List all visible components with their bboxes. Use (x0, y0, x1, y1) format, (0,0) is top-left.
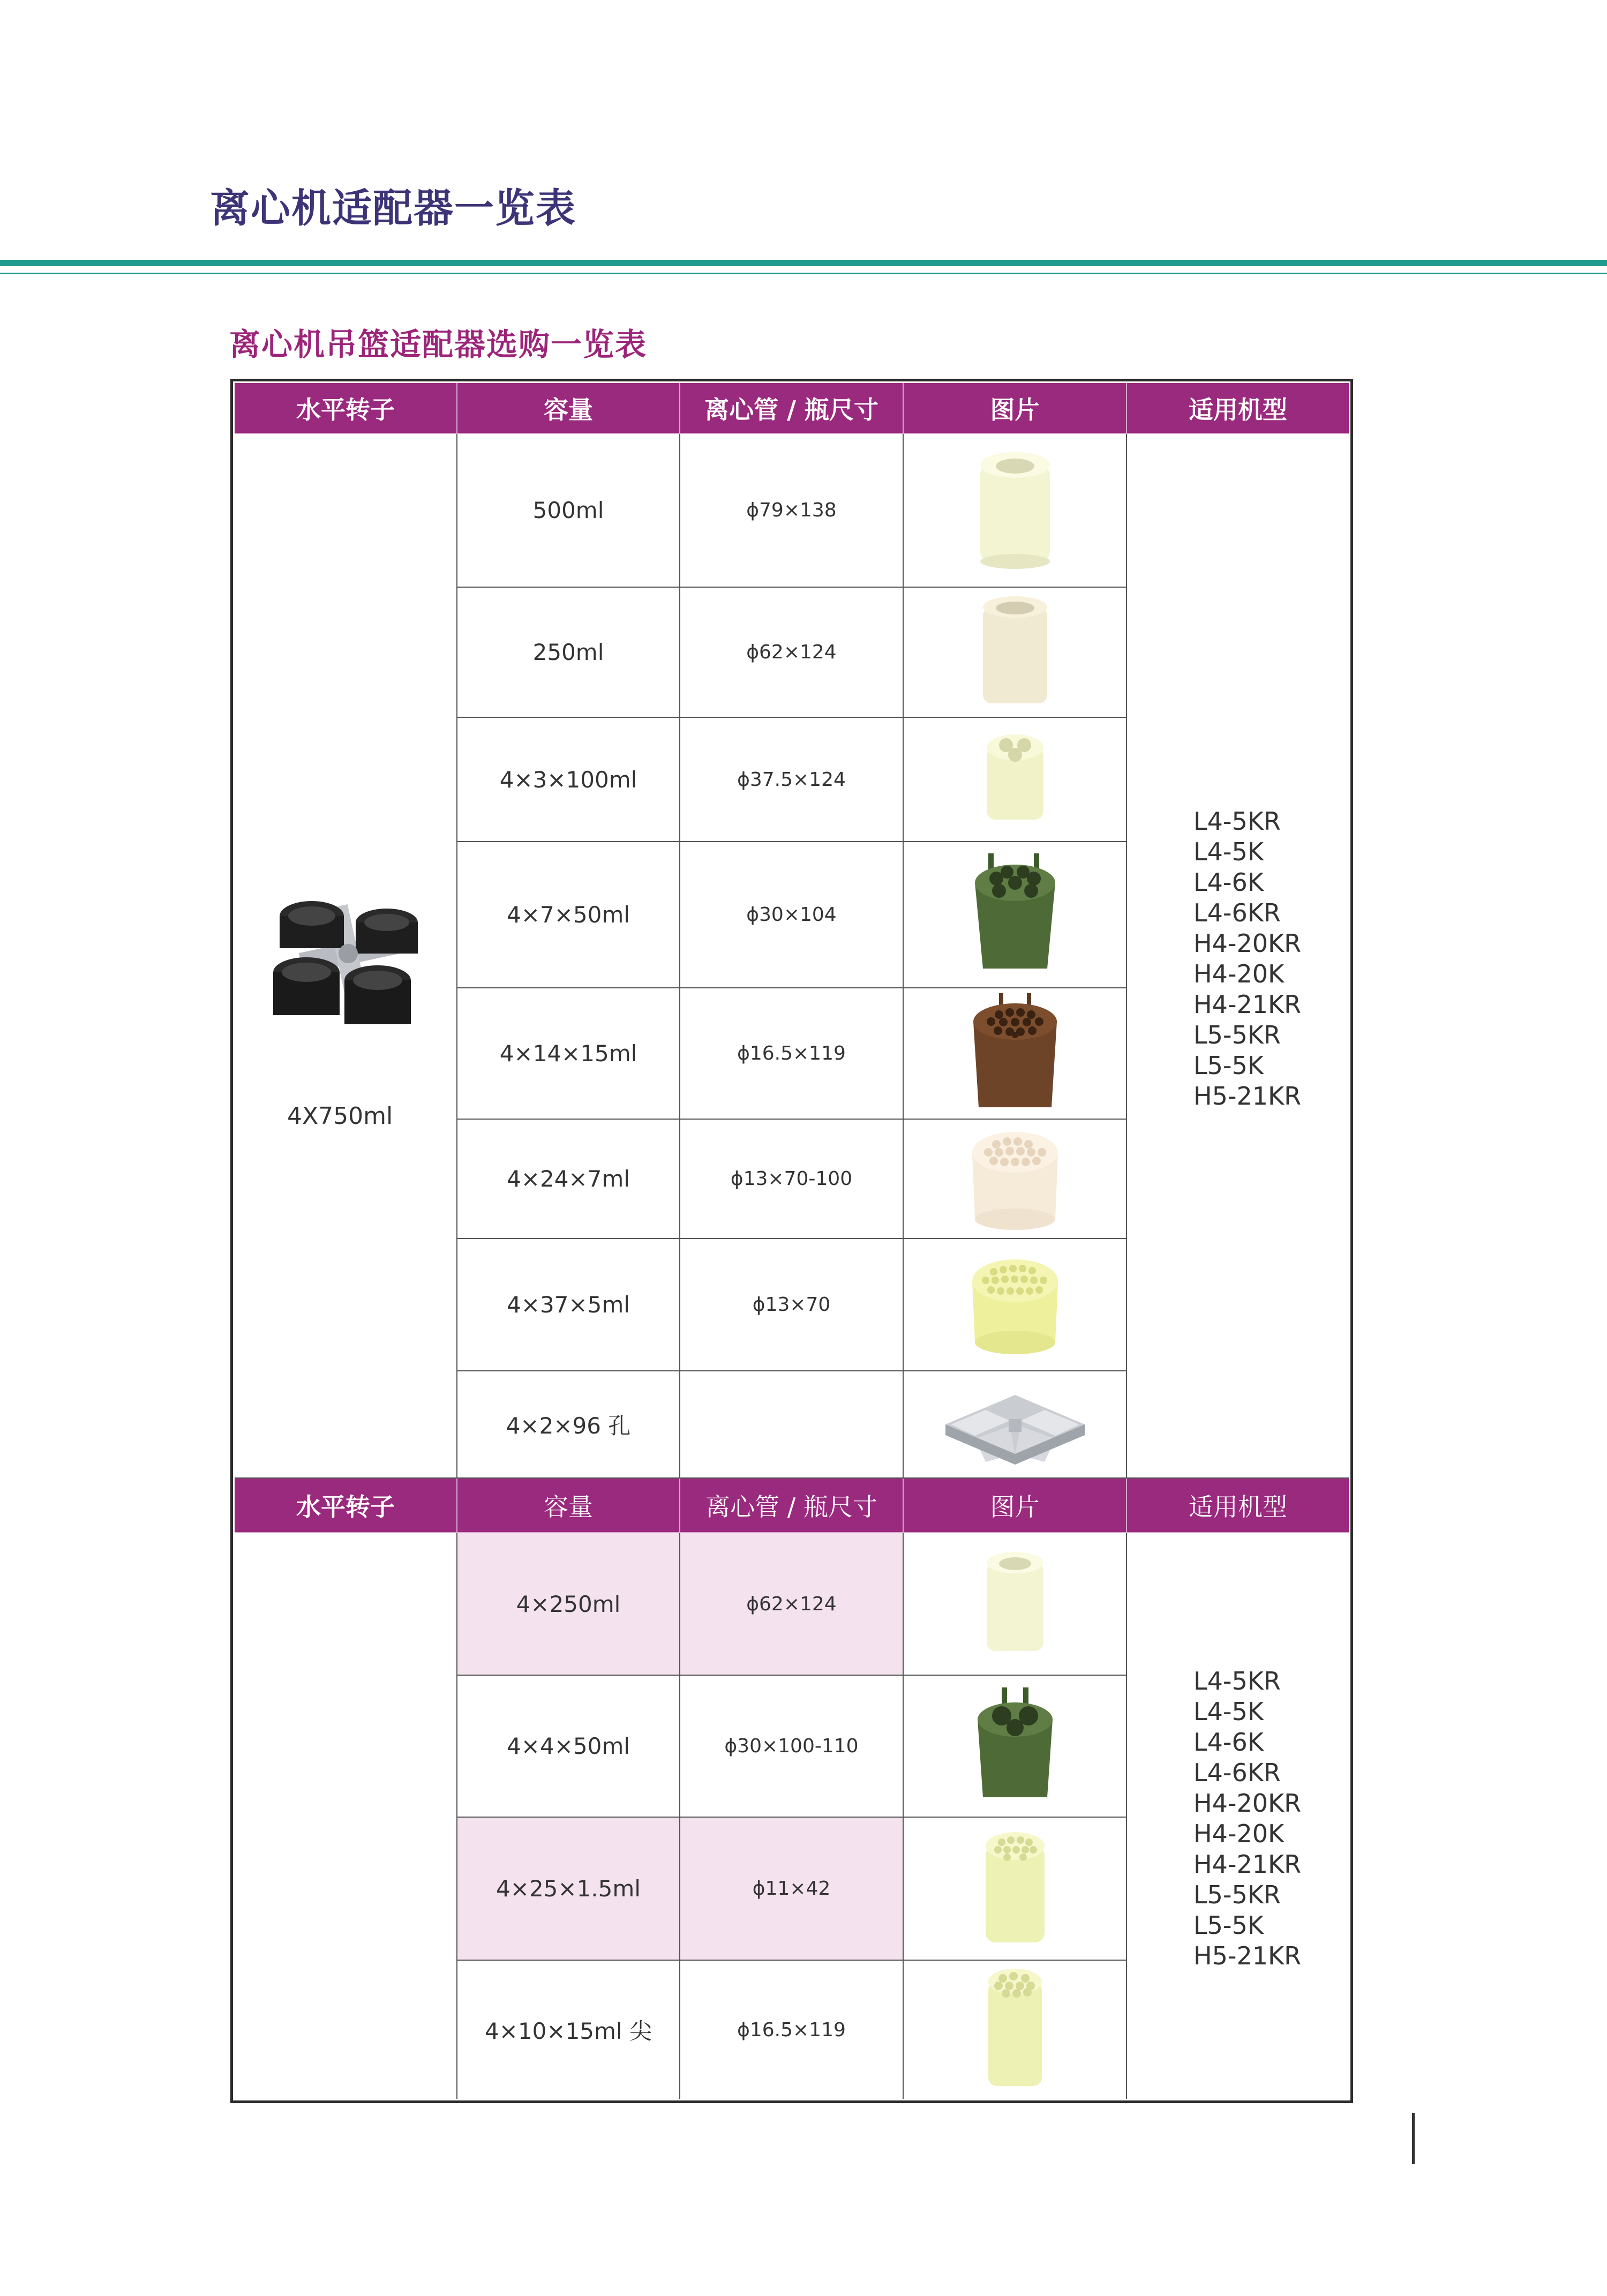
model-item: L5-5K (1193, 1911, 1264, 1940)
model-item: L4-6K (1193, 1728, 1264, 1757)
yellow-ten-hole-adapter-icon (980, 1965, 1050, 2094)
table2-row4-capacity: 4×10×15ml 尖 (457, 1961, 680, 2099)
table1-row6-size: ϕ13×70-100 (680, 1120, 904, 1239)
model-item: L4-6KR (1193, 1758, 1281, 1787)
table1-row1-image-cell (904, 434, 1127, 588)
table1-row2-size: ϕ62×124 (680, 588, 904, 718)
table1-header-models: 适用机型 (1127, 383, 1349, 434)
table1-row7-size: ϕ13×70 (680, 1239, 904, 1371)
brown-fourteen-hole-adapter-icon (967, 992, 1063, 1115)
table2-row3-image-cell (904, 1818, 1127, 1961)
model-item: L5-5K (1193, 1051, 1264, 1080)
model-item: H4-20KR (1193, 929, 1302, 958)
table2-row2-size: ϕ30×100-110 (680, 1676, 904, 1818)
white-cylinder-adapter-icon (980, 1548, 1050, 1660)
header-rule-thin (0, 273, 1607, 274)
model-item: L4-6KR (1193, 898, 1281, 927)
model-item: L4-6K (1193, 868, 1264, 897)
model-item: H4-20K (1193, 959, 1285, 988)
cream-cylinder-adapter-icon (975, 594, 1055, 711)
swing-bucket-rotor-image (268, 879, 429, 1039)
table2-row4-size: ϕ16.5×119 (680, 1961, 904, 2099)
table1-header-image: 图片 (904, 383, 1127, 434)
table2-header-rotor: 水平转子 (235, 1479, 457, 1533)
table1-row4-image-cell (904, 842, 1127, 988)
table1-row8-image-cell (904, 1371, 1127, 1479)
table1-row2-image-cell (904, 588, 1127, 718)
table1-row3-size: ϕ37.5×124 (680, 718, 904, 842)
model-item: H4-20K (1193, 1819, 1285, 1848)
model-item: L4-5KR (1193, 1667, 1281, 1695)
table1-row4-size: ϕ30×104 (680, 842, 904, 988)
rotor-capacity-label: 4X750ml (287, 1102, 393, 1130)
header-rule (0, 260, 1607, 266)
yellow-tube-adapter-icon (978, 1827, 1053, 1950)
table2-row1-capacity: 4×250ml (457, 1533, 680, 1676)
page-edge-mark (1412, 2113, 1415, 2164)
section-title: 离心机吊篮适配器选购一览表 (229, 326, 648, 363)
model-item: H4-21KR (1193, 1850, 1302, 1879)
table1-models-list (1193, 804, 1333, 1114)
table1-row5-capacity: 4×14×15ml (457, 988, 680, 1120)
table2-header-image: 图片 (904, 1479, 1127, 1533)
page-title: 离心机适配器一览表 (210, 185, 576, 231)
table2-row3-size: ϕ11×42 (680, 1818, 904, 1961)
model-item: L4-5KR (1193, 807, 1281, 836)
table1-row3-capacity: 4×3×100ml (457, 718, 680, 842)
white-cylinder-adapter-icon (972, 449, 1058, 572)
table1-header-rotor: 水平转子 (235, 383, 457, 434)
table2-row2-image-cell (904, 1676, 1127, 1818)
table2-row2-capacity: 4×4×50ml (457, 1676, 680, 1818)
model-item: H4-21KR (1193, 990, 1302, 1019)
model-item: L4-5K (1193, 837, 1264, 866)
table2-row4-image-cell (904, 1961, 1127, 2099)
table1-row5-size: ϕ16.5×119 (680, 988, 904, 1120)
model-item: H5-21KR (1193, 1082, 1302, 1111)
green-seven-hole-adapter-icon (967, 851, 1063, 979)
table1-row6-capacity: 4×24×7ml (457, 1120, 680, 1239)
yellow-multi-hole-adapter-icon (967, 1251, 1063, 1359)
table1-row7-image-cell (904, 1239, 1127, 1371)
table1-row6-image-cell (904, 1120, 1127, 1239)
table1-row7-capacity: 4×37×5ml (457, 1239, 680, 1371)
model-item: H5-21KR (1193, 1941, 1302, 1970)
table1-row2-capacity: 250ml (457, 588, 680, 718)
model-item: H4-20KR (1193, 1789, 1302, 1818)
green-four-hole-adapter-icon (970, 1685, 1061, 1808)
table2-models-list (1193, 1663, 1333, 1974)
table1-row8-capacity: 4×2×96 孔 (457, 1371, 680, 1479)
table1-header-size: 离心管 / 瓶尺寸 (680, 383, 904, 434)
table2-row1-size: ϕ62×124 (680, 1533, 904, 1676)
ivory-multi-hole-adapter-icon (967, 1126, 1063, 1233)
table2-row1-image-cell (904, 1533, 1127, 1676)
model-item: L5-5KR (1193, 1021, 1281, 1049)
table2-header-capacity: 容量 (457, 1479, 680, 1533)
model-item: L5-5KR (1193, 1880, 1281, 1909)
microplate-carrier-icon (935, 1374, 1095, 1475)
model-item: L4-5K (1193, 1697, 1264, 1726)
table2-header-models: 适用机型 (1127, 1479, 1349, 1533)
three-hole-adapter-icon (980, 731, 1050, 828)
table1-row5-image-cell (904, 988, 1127, 1120)
table1-row8-size (680, 1371, 904, 1479)
table1-row1-capacity: 500ml (457, 434, 680, 588)
table1-row4-capacity: 4×7×50ml (457, 842, 680, 988)
table1-header-capacity: 容量 (457, 383, 680, 434)
table2-header-size: 离心管 / 瓶尺寸 (680, 1479, 904, 1533)
table1-row3-image-cell (904, 718, 1127, 842)
table2-row3-capacity: 4×25×1.5ml (457, 1818, 680, 1961)
table1-row1-size: ϕ79×138 (680, 434, 904, 588)
table2-rotor-cell (235, 1533, 457, 2099)
